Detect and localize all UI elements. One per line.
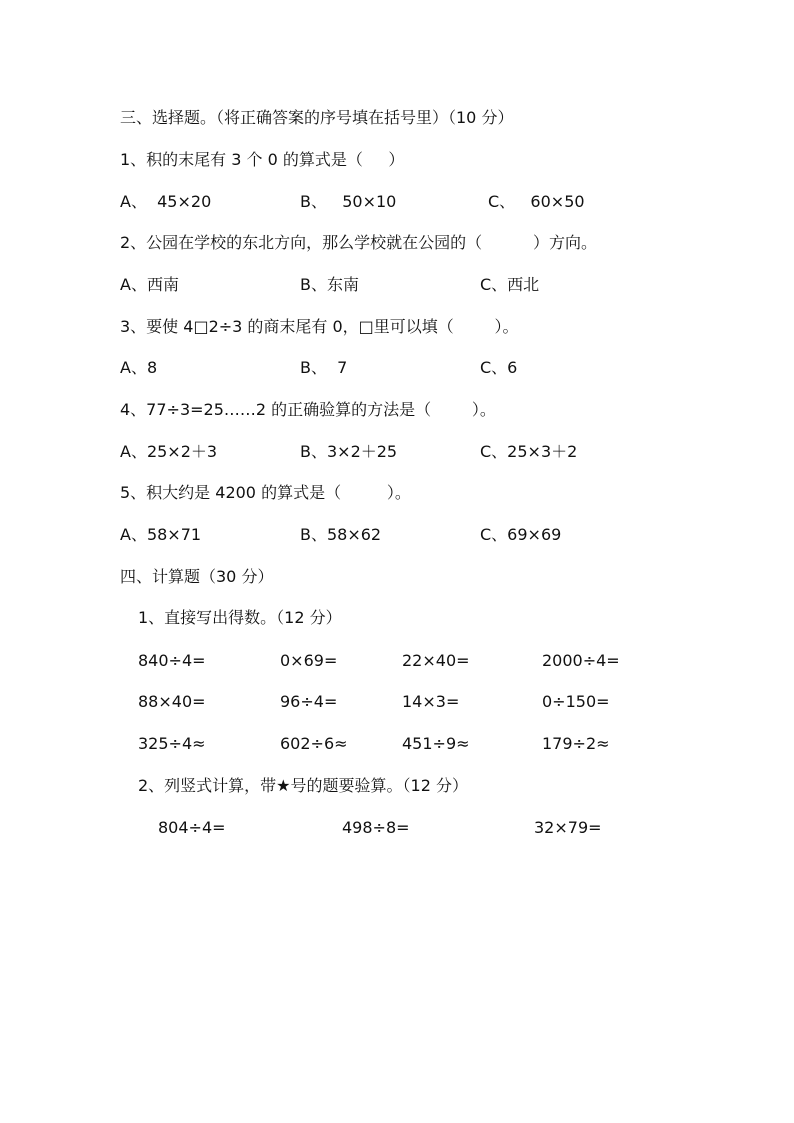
calc-item: 451÷9≈ <box>402 734 470 753</box>
vertical-calc-item: 32×79= <box>534 818 602 837</box>
q3-option-c: C、6 <box>480 358 518 377</box>
question-3: 3、要使 4□2÷3 的商末尾有 0，□里可以填（ ）。 <box>120 317 519 336</box>
q1-option-c: C、 60×50 <box>488 192 585 211</box>
calc-item: 0÷150= <box>542 692 610 711</box>
question-1: 1、积的末尾有 3 个 0 的算式是（ ） <box>120 150 405 169</box>
q1-option-b: B、 50×10 <box>300 192 397 211</box>
q2-option-a: A、西南 <box>120 275 179 294</box>
calc-item: 14×3= <box>402 692 460 711</box>
question-4: 4、77÷3=25……2 的正确验算的方法是（ ）。 <box>120 400 496 419</box>
calc-item: 96÷4= <box>280 692 338 711</box>
calc-item: 0×69= <box>280 651 338 670</box>
q5-option-b: B、58×62 <box>300 525 382 544</box>
q3-option-a: A、8 <box>120 358 158 377</box>
question-2: 2、公园在学校的东北方向，那么学校就在公园的（ ）方向。 <box>120 233 598 252</box>
q2-option-c: C、西北 <box>480 275 540 294</box>
q5-option-c: C、69×69 <box>480 525 562 544</box>
question-5: 5、积大约是 4200 的算式是（ ）。 <box>120 483 411 502</box>
calc-item: 325÷4≈ <box>138 734 206 753</box>
q4-option-b: B、3×2＋25 <box>300 442 398 461</box>
vertical-calc-item: 804÷4= <box>158 818 226 837</box>
q5-option-a: A、58×71 <box>120 525 202 544</box>
calc-item: 602÷6≈ <box>280 734 348 753</box>
part-1-title: 1、直接写出得数。（12 分） <box>138 608 342 627</box>
q4-option-c: C、25×3＋2 <box>480 442 578 461</box>
calc-item: 88×40= <box>138 692 206 711</box>
q3-option-b: B、 7 <box>300 358 348 377</box>
part-2-title: 2、列竖式计算，带★号的题要验算。（12 分） <box>138 776 468 795</box>
calc-item: 840÷4= <box>138 651 206 670</box>
section-3-title: 三、选择题。（将正确答案的序号填在括号里）（10 分） <box>120 108 514 127</box>
q2-option-b: B、东南 <box>300 275 359 294</box>
calc-item: 2000÷4= <box>542 651 620 670</box>
q1-option-a: A、 45×20 <box>120 192 212 211</box>
vertical-calc-item: 498÷8= <box>342 818 410 837</box>
calc-item: 179÷2≈ <box>542 734 610 753</box>
q4-option-a: A、25×2＋3 <box>120 442 218 461</box>
calc-item: 22×40= <box>402 651 470 670</box>
section-4-title: 四、计算题（30 分） <box>120 567 274 586</box>
